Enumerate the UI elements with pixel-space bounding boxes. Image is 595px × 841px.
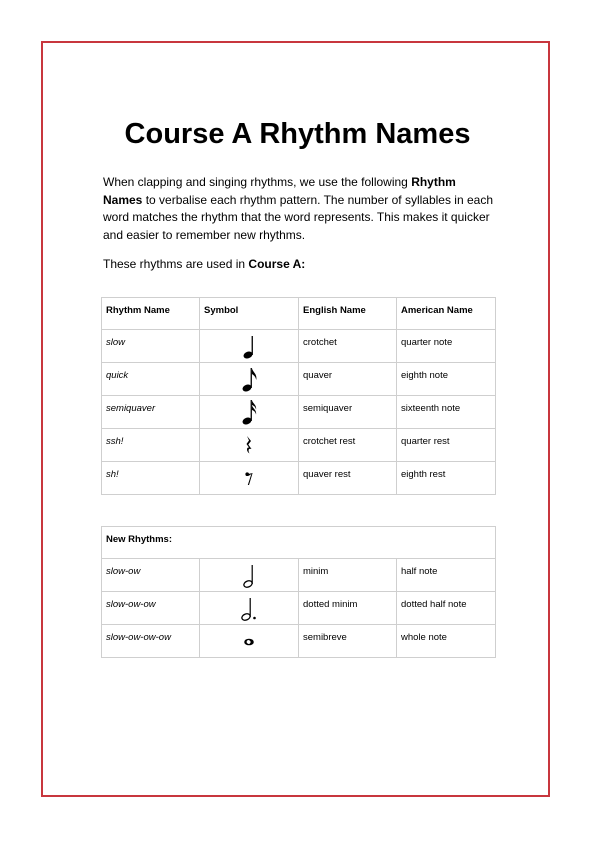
dotted-minim-icon xyxy=(237,592,261,624)
english-name-cell: crotchet xyxy=(299,330,397,363)
symbol-cell xyxy=(200,462,299,495)
rhythm-table xyxy=(101,297,496,495)
rhythm-name-cell: slow xyxy=(102,330,200,363)
english-name-cell: semiquaver xyxy=(299,396,397,429)
semiquaver-icon xyxy=(239,396,259,428)
symbol-cell xyxy=(200,625,299,658)
american-name-cell: dotted half note xyxy=(397,592,496,625)
american-name-cell: quarter rest xyxy=(397,429,496,462)
semibreve-icon xyxy=(239,625,259,657)
quaver-icon xyxy=(239,363,259,395)
table-row xyxy=(102,330,496,363)
english-name-cell: crotchet rest xyxy=(299,429,397,462)
american-name-cell: eighth note xyxy=(397,363,496,396)
symbol-cell xyxy=(200,396,299,429)
quaver-rest-icon xyxy=(239,462,259,494)
new-rhythms-header-row xyxy=(102,527,496,559)
header-american-name: American Name xyxy=(397,298,496,330)
page-title: Course A Rhythm Names xyxy=(124,118,471,150)
table-row xyxy=(102,396,496,429)
course-line xyxy=(103,256,498,274)
english-name-cell: semibreve xyxy=(299,625,397,658)
crotchet-rest-icon xyxy=(239,429,259,461)
header-rhythm-name: Rhythm Name xyxy=(102,298,200,330)
rhythm-name-cell: slow-ow-ow-ow xyxy=(102,625,200,658)
symbol-cell xyxy=(200,559,299,592)
table-row xyxy=(102,462,496,495)
rhythm-name-cell: sh! xyxy=(102,462,200,495)
intro-text-1: When clapping and singing rhythms, we use the following xyxy=(103,175,412,189)
rhythm-name-cell: quick xyxy=(102,363,200,396)
rhythm-name-cell: slow-ow xyxy=(102,559,200,592)
intro-bold-rhythm-names: Rhythm Names xyxy=(103,175,456,207)
table-row xyxy=(102,363,496,396)
table-row xyxy=(102,592,496,625)
table-row xyxy=(102,429,496,462)
course-line-text: These rhythms are used in xyxy=(103,257,249,271)
new-rhythms-header: New Rhythms: xyxy=(102,527,496,559)
header-english-name: English Name xyxy=(299,298,397,330)
crotchet-icon xyxy=(239,330,259,362)
english-name-cell: quaver xyxy=(299,363,397,396)
symbol-cell xyxy=(200,330,299,363)
minim-icon xyxy=(239,559,259,591)
table-row xyxy=(102,625,496,658)
header-symbol: Symbol xyxy=(200,298,299,330)
american-name-cell: eighth rest xyxy=(397,462,496,495)
english-name-cell: minim xyxy=(299,559,397,592)
table-header-row xyxy=(102,298,496,330)
table-row xyxy=(102,559,496,592)
american-name-cell: whole note xyxy=(397,625,496,658)
rhythm-name-cell: ssh! xyxy=(102,429,200,462)
american-name-cell: quarter note xyxy=(397,330,496,363)
english-name-cell: quaver rest xyxy=(299,462,397,495)
course-line-bold: Course A: xyxy=(248,257,306,271)
new-rhythms-table xyxy=(101,526,496,658)
symbol-cell xyxy=(200,363,299,396)
rhythm-name-cell: semiquaver xyxy=(102,396,200,429)
symbol-cell xyxy=(200,429,299,462)
american-name-cell: sixteenth note xyxy=(397,396,496,429)
american-name-cell: half note xyxy=(397,559,496,592)
intro-text-2: to verbalise each rhythm pattern. The number of syllables in each word matches the rhythm that the word represents. This makes it quicker and easier to remember new rhythms. xyxy=(103,192,493,242)
rhythm-name-cell: slow-ow-ow xyxy=(102,592,200,625)
symbol-cell xyxy=(200,592,299,625)
english-name-cell: dotted minim xyxy=(299,592,397,625)
intro-paragraph xyxy=(103,174,498,244)
